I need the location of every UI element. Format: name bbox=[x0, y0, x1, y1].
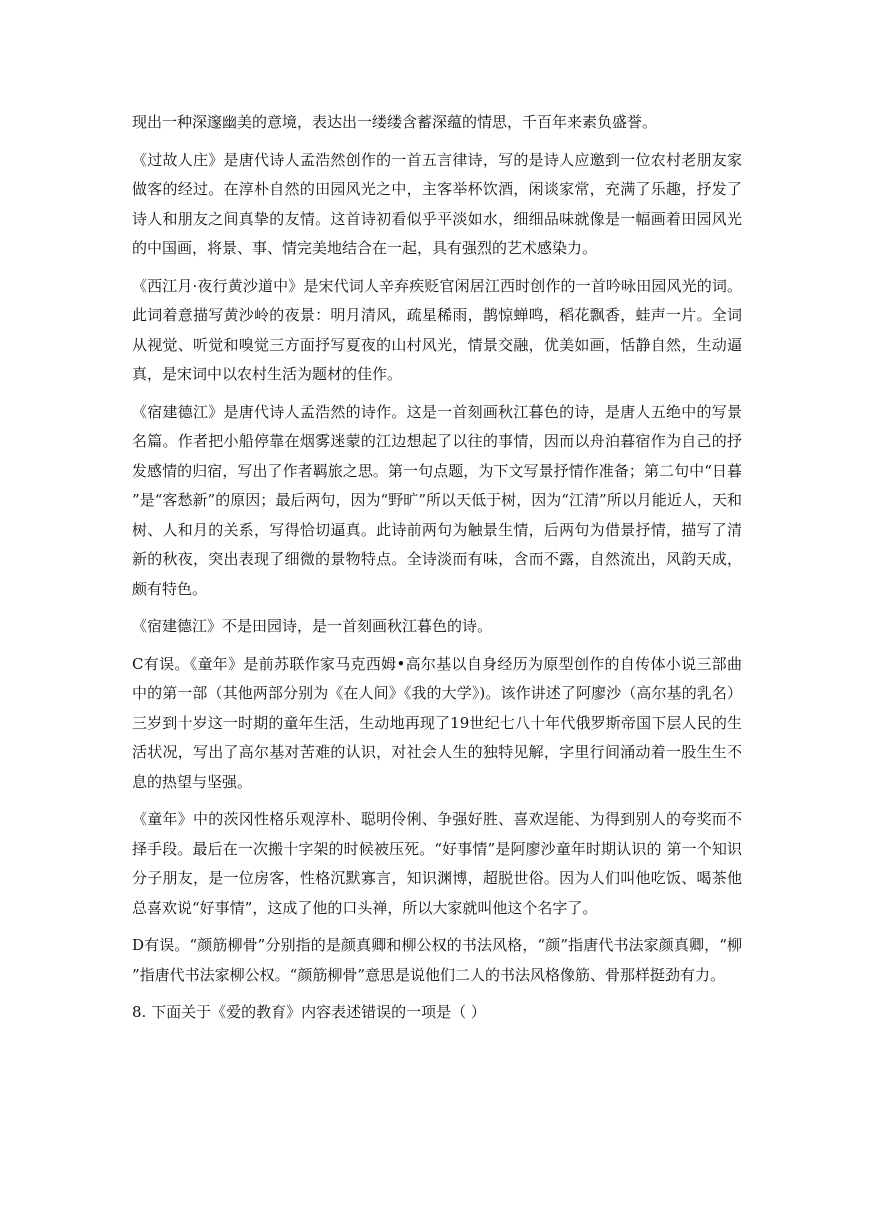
paragraph-su-jian-de-jiang: 《宿建德江》是唐代诗人孟浩然的诗作。这是一首刻画秋江暮色的诗，是唐人五绝中的写景名篇。作者把小船停靠在烟雾迷蒙的江边想起了以往的事情，因而以舟泊暮宿作为自己的抒发感情的归宿，写出了作者羁旅之思。第一句点题，为下文写景抒情作准备；第二句中“日暮”是“客愁新”的原因；最后两句，因为“野旷”所以天低于树，因为“江清”所以月能近人，天和树、人和月的关系，写得恰切逼真。此诗前两句为触景生情，后两句为借景抒情，描写了清新的秋夜，突出表现了细微的景物特点。全诗淡而有味，含而不露，自然流出，风韵天成，颇有特色。 bbox=[132, 402, 742, 598]
question-8: 8. 下面关于《爱的教育》内容表述错误的一项是（ ） bbox=[132, 1003, 486, 1021]
paragraph-option-c: C有误。《童年》是前苏联作家马克西姆•高尔基以自身经历为原型创作的自传体小说三部曲中的第一部（其他两部分别为《在人间》《我的大学》)。该作讲述了阿廖沙（高尔基的乳名）三岁到十岁这一时期的童年生活，生动地再现了19世纪七八十年代俄罗斯帝国下层人民的生活状况，写出了高尔基对苦难的认识，对社会人生的独特见解，字里行间涌动着一股生生不息的热望与坚强。 bbox=[132, 654, 742, 791]
paragraph-continuation: 现出一种深邃幽美的意境，表达出一缕缕含蓄深蕴的情思，千百年来素负盛誉。 bbox=[132, 113, 658, 131]
paragraph-tong-nian-characters: 《童年》中的茨冈性格乐观淳朴、聪明伶俐、争强好胜、喜欢逞能、为得到别人的夸奖而不择手段。最后在一次搬十字架的时候被压死。“好事情”是阿廖沙童年时期认识的 第一个知识分子朋友，是一位房客，性格沉默寡言，知识渊博，超脱世俗。因为人们叫他吃饭、喝茶他总喜欢说“好事情”，这成了他的口头禅，所以大家就叫他这个名字了。 bbox=[132, 810, 742, 917]
document-body bbox=[132, 108, 742, 1036]
paragraph-su-jian-de-jiang-note: 《宿建德江》不是田园诗，是一首刻画秋江暮色的诗。 bbox=[132, 617, 493, 635]
paragraph-guo-gu-ren-zhuang: 《过故人庄》是唐代诗人孟浩然创作的一首五言律诗，写的是诗人应邀到一位农村老朋友家做客的经过。在淳朴自然的田园风光之中，主客举杯饮酒，闲谈家常，充满了乐趣，抒发了诗人和朋友之间真挚的友情。这首诗初看似乎平淡如水，细细品味就像是一幅画着田园风光的中国画，将景、事、情完美地结合在一起，具有强烈的艺术感染力。 bbox=[132, 150, 742, 257]
paragraph-xi-jiang-yue: 《西江月·夜行黄沙道中》是宋代词人辛弃疾贬官闲居江西时创作的一首吟咏田园风光的词。此词着意描写黄沙岭的夜景：明月清风，疏星稀雨，鹊惊蝉鸣，稻花飘香，蛙声一片。全词从视觉、听觉和嗅觉三方面抒写夏夜的山村风光，情景交融，优美如画，恬静自然，生动逼真，是宋词中以农村生活为题材的佳作。 bbox=[132, 276, 742, 383]
paragraph-option-d: D有误。“颜筋柳骨”分别指的是颜真卿和柳公权的书法风格，“颜”指唐代书法家颜真卿，“柳”指唐代书法家柳公权。“颜筋柳骨”意思是说他们二人的书法风格像筋、骨那样挺劲有力。 bbox=[132, 936, 742, 984]
